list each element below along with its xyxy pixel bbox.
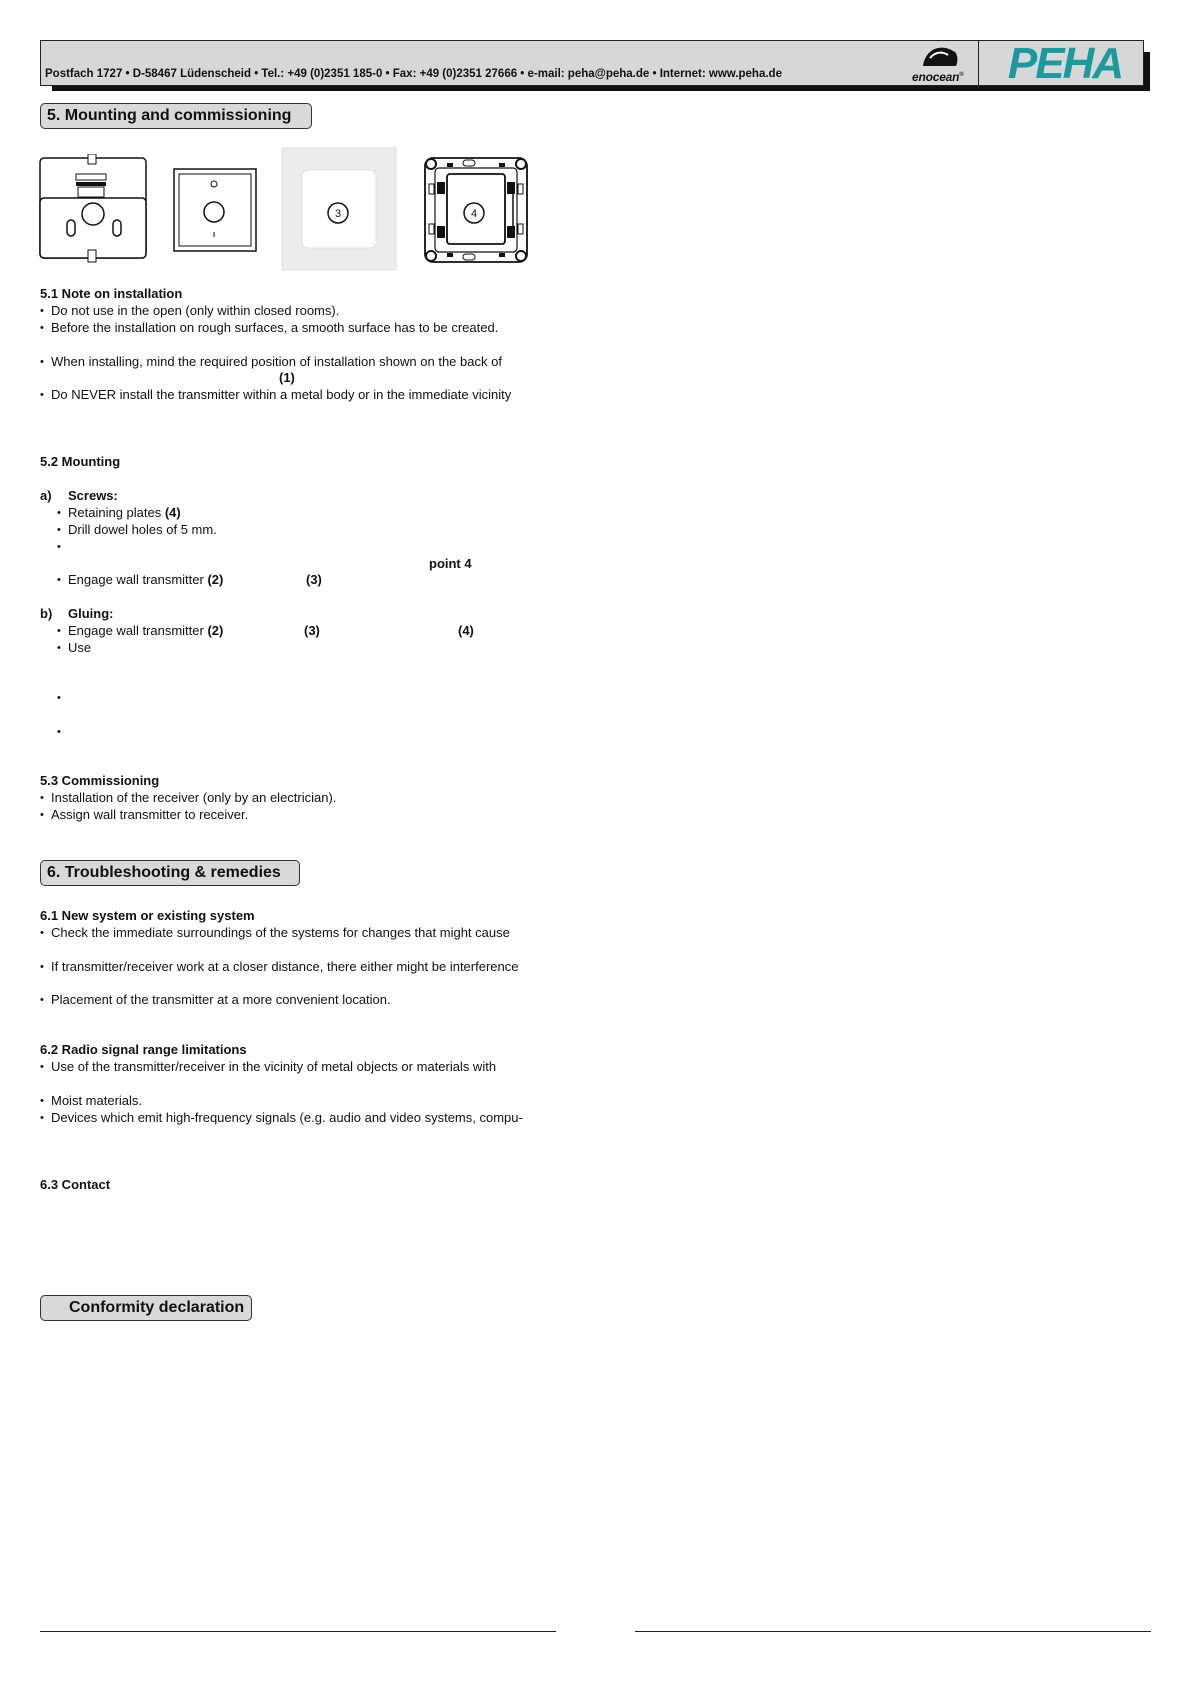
figure-4-retaining-plate: [421, 154, 531, 266]
heading-5-1: 5.1 Note on installation: [40, 286, 183, 301]
list-item: When installing, mind the required position of installation shown on the back of: [51, 354, 502, 369]
subheading-gluing: Gluing:: [68, 606, 114, 621]
bullet: •: [57, 692, 61, 704]
bullet: •: [57, 507, 61, 519]
bullet: •: [40, 809, 44, 821]
list-item: Before the installation on rough surfaces, a smooth surface has to be created.: [51, 320, 499, 335]
heading-5-3: 5.3 Commissioning: [40, 773, 160, 788]
list-label: b): [40, 606, 53, 621]
heading-6-2: 6.2 Radio signal range limitations: [40, 1042, 247, 1057]
section-5-title: 5. Mounting and commissioning: [40, 103, 312, 129]
subheading-screws: Screws:: [68, 488, 118, 503]
bullet: •: [57, 574, 61, 586]
heading-6-3: 6.3 Contact: [40, 1177, 111, 1192]
section-6-title: 6. Troubleshooting & remedies: [40, 860, 300, 886]
header-shadow: [1144, 52, 1150, 90]
bullet: •: [40, 305, 44, 317]
bullet: •: [57, 541, 61, 553]
figure-ref: (1): [279, 370, 295, 385]
list-item: Placement of the transmitter at a more convenient location.: [51, 992, 391, 1007]
list-item: Check the immediate surroundings of the systems for changes that might cause: [51, 925, 510, 940]
bullet: •: [40, 1112, 44, 1124]
figure-ref: (3): [306, 572, 322, 587]
figure-3-frame: [280, 146, 398, 272]
bullet: •: [40, 792, 44, 804]
heading-6-1: 6.1 New system or existing system: [40, 908, 255, 923]
bullet: •: [57, 642, 61, 654]
list-label: a): [40, 488, 52, 503]
list-item: Drill dowel holes of 5 mm.: [68, 522, 217, 537]
bullet: •: [40, 1061, 44, 1073]
bullet: •: [57, 524, 61, 536]
figure-1-insert: [38, 154, 150, 264]
company-address: Postfach 1727 • D-58467 Lüdenscheid • Tel.: +49 (0)2351 185-0 • Fax: +49 (0)2351 27666 • e-mail: peha@peha.de • Internet: www.peha.de: [45, 68, 782, 80]
enocean-logo-icon: [920, 42, 960, 68]
list-item: Engage wall transmitter (2): [68, 623, 224, 638]
footer-rule-right: [635, 1631, 1151, 1632]
svg-text:4: 4: [470, 208, 478, 220]
bullet: •: [40, 994, 44, 1006]
bullet: •: [40, 389, 44, 401]
bullet: •: [57, 726, 61, 738]
bullet: •: [40, 927, 44, 939]
list-item: Do NEVER install the transmitter within a metal body or in the immediate vicinity: [51, 387, 512, 402]
conformity-title: Conformity declaration: [40, 1295, 252, 1321]
peha-logo: [985, 44, 1143, 82]
bullet: •: [40, 322, 44, 334]
heading-5-2: 5.2 Mounting: [40, 454, 121, 469]
bullet: •: [57, 625, 61, 637]
list-item: Moist materials.: [51, 1093, 143, 1108]
list-item: Installation of the receiver (only by an electrician).: [51, 790, 337, 805]
list-item: Retaining plates (4): [68, 505, 181, 520]
bullet: •: [40, 1095, 44, 1107]
footer-rule-left: [40, 1631, 556, 1632]
bullet: •: [40, 356, 44, 368]
figure-ref: (4): [458, 623, 474, 638]
bullet: •: [40, 961, 44, 973]
svg-text:3: 3: [334, 208, 342, 220]
list-item: Assign wall transmitter to receiver.: [51, 807, 249, 822]
list-item: Use of the transmitter/receiver in the vicinity of metal objects or materials with: [51, 1059, 497, 1074]
list-item: Engage wall transmitter (2): [68, 572, 224, 587]
point-ref: point 4: [429, 556, 472, 571]
figure-2-transmitter: [173, 168, 257, 252]
figure-ref: (3): [304, 623, 320, 638]
list-item: Do not use in the open (only within closed rooms).: [51, 303, 340, 318]
enocean-logo-text: enocean®: [912, 70, 964, 84]
header-divider: [978, 40, 979, 86]
svg-text:PEHA: PEHA: [1007, 44, 1123, 82]
header-shadow: [52, 86, 1150, 91]
list-item: If transmitter/receiver work at a closer distance, there either might be interference: [51, 959, 519, 974]
list-item: Devices which emit high-frequency signals (e.g. audio and video systems, compu-: [51, 1110, 523, 1125]
list-item: Use: [68, 640, 92, 655]
